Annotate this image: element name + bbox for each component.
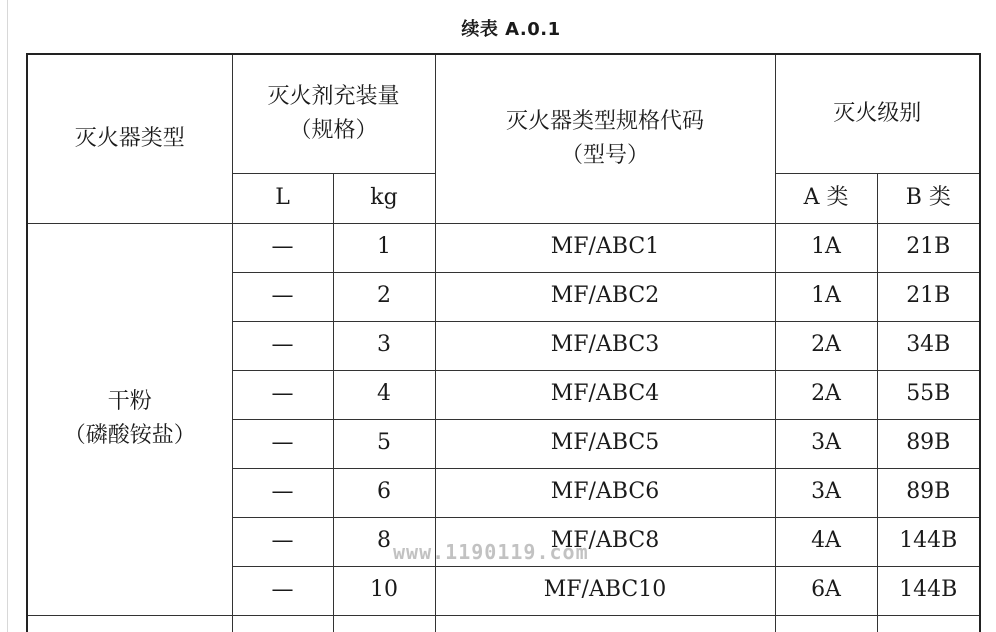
cell-code: MF/ABC5 xyxy=(435,419,775,468)
cell-class-a: 4A xyxy=(775,517,877,566)
cell-kg: 3 xyxy=(333,321,435,370)
cell-empty xyxy=(877,615,980,632)
header-row-1 xyxy=(27,54,980,173)
extinguisher-spec-table xyxy=(26,53,981,632)
cell-class-a: 6A xyxy=(775,566,877,615)
cell-class-a: 3A xyxy=(775,419,877,468)
header-charge-line2: （规格） xyxy=(289,117,378,143)
cell-code: MF/ABC3 xyxy=(435,321,775,370)
cell-kg: 6 xyxy=(333,468,435,517)
cell-code: MF/ABC2 xyxy=(435,272,775,321)
table-title: 续表 A.0.1 xyxy=(461,19,561,40)
table-row-partial xyxy=(27,615,980,632)
cell-code: MF/ABC4 xyxy=(435,370,775,419)
group-name xyxy=(27,223,232,615)
header-class-b: B 类 xyxy=(877,173,980,223)
cell-class-b: 21B xyxy=(877,223,980,272)
header-unit-kg: kg xyxy=(333,173,435,223)
header-charge xyxy=(232,54,435,173)
cell-class-b: 89B xyxy=(877,468,980,517)
cell-code: MF/ABC1 xyxy=(435,223,775,272)
cell-l: — xyxy=(232,223,333,272)
site-watermark: www.1190119.com xyxy=(393,540,589,564)
header-code-line1: 灭火器类型规格代码 xyxy=(506,108,705,134)
header-class-a: A 类 xyxy=(775,173,877,223)
cell-code: MF/ABC6 xyxy=(435,468,775,517)
cell-l: — xyxy=(232,370,333,419)
cell-l: — xyxy=(232,566,333,615)
cell-empty xyxy=(333,615,435,632)
cell-l: — xyxy=(232,272,333,321)
cell-class-a: 3A xyxy=(775,468,877,517)
cell-kg: 5 xyxy=(333,419,435,468)
cell-empty xyxy=(27,615,232,632)
table-row xyxy=(27,223,980,272)
cell-kg: 2 xyxy=(333,272,435,321)
group-name-line2: （磷酸铵盐） xyxy=(63,423,196,448)
page-edge-line xyxy=(7,0,8,632)
cell-l: — xyxy=(232,517,333,566)
cell-class-b: 21B xyxy=(877,272,980,321)
cell-class-b: 34B xyxy=(877,321,980,370)
cell-kg: 10 xyxy=(333,566,435,615)
cell-l: — xyxy=(232,468,333,517)
header-code-line2: （型号） xyxy=(561,142,650,168)
group-name-line1: 干粉 xyxy=(107,388,152,414)
cell-code: MF/ABC10 xyxy=(435,566,775,615)
cell-code: MF/ABC8 xyxy=(435,517,775,566)
header-charge-line1: 灭火剂充装量 xyxy=(267,83,400,109)
cell-kg: 1 xyxy=(333,223,435,272)
cell-l: — xyxy=(232,419,333,468)
cell-class-b: 55B xyxy=(877,370,980,419)
header-type: 灭火器类型 xyxy=(27,54,232,223)
cell-empty xyxy=(775,615,877,632)
cell-class-a: 1A xyxy=(775,272,877,321)
cell-class-b: 89B xyxy=(877,419,980,468)
cell-class-b: 144B xyxy=(877,517,980,566)
cell-class-a: 2A xyxy=(775,370,877,419)
cell-l: — xyxy=(232,321,333,370)
cell-class-a: 2A xyxy=(775,321,877,370)
header-unit-l: L xyxy=(232,173,333,223)
header-code xyxy=(435,54,775,223)
header-rating: 灭火级别 xyxy=(775,54,980,173)
cell-empty xyxy=(435,615,775,632)
cell-class-b: 144B xyxy=(877,566,980,615)
cell-kg: 8 xyxy=(333,517,435,566)
cell-class-a: 1A xyxy=(775,223,877,272)
cell-kg: 4 xyxy=(333,370,435,419)
cell-empty xyxy=(232,615,333,632)
